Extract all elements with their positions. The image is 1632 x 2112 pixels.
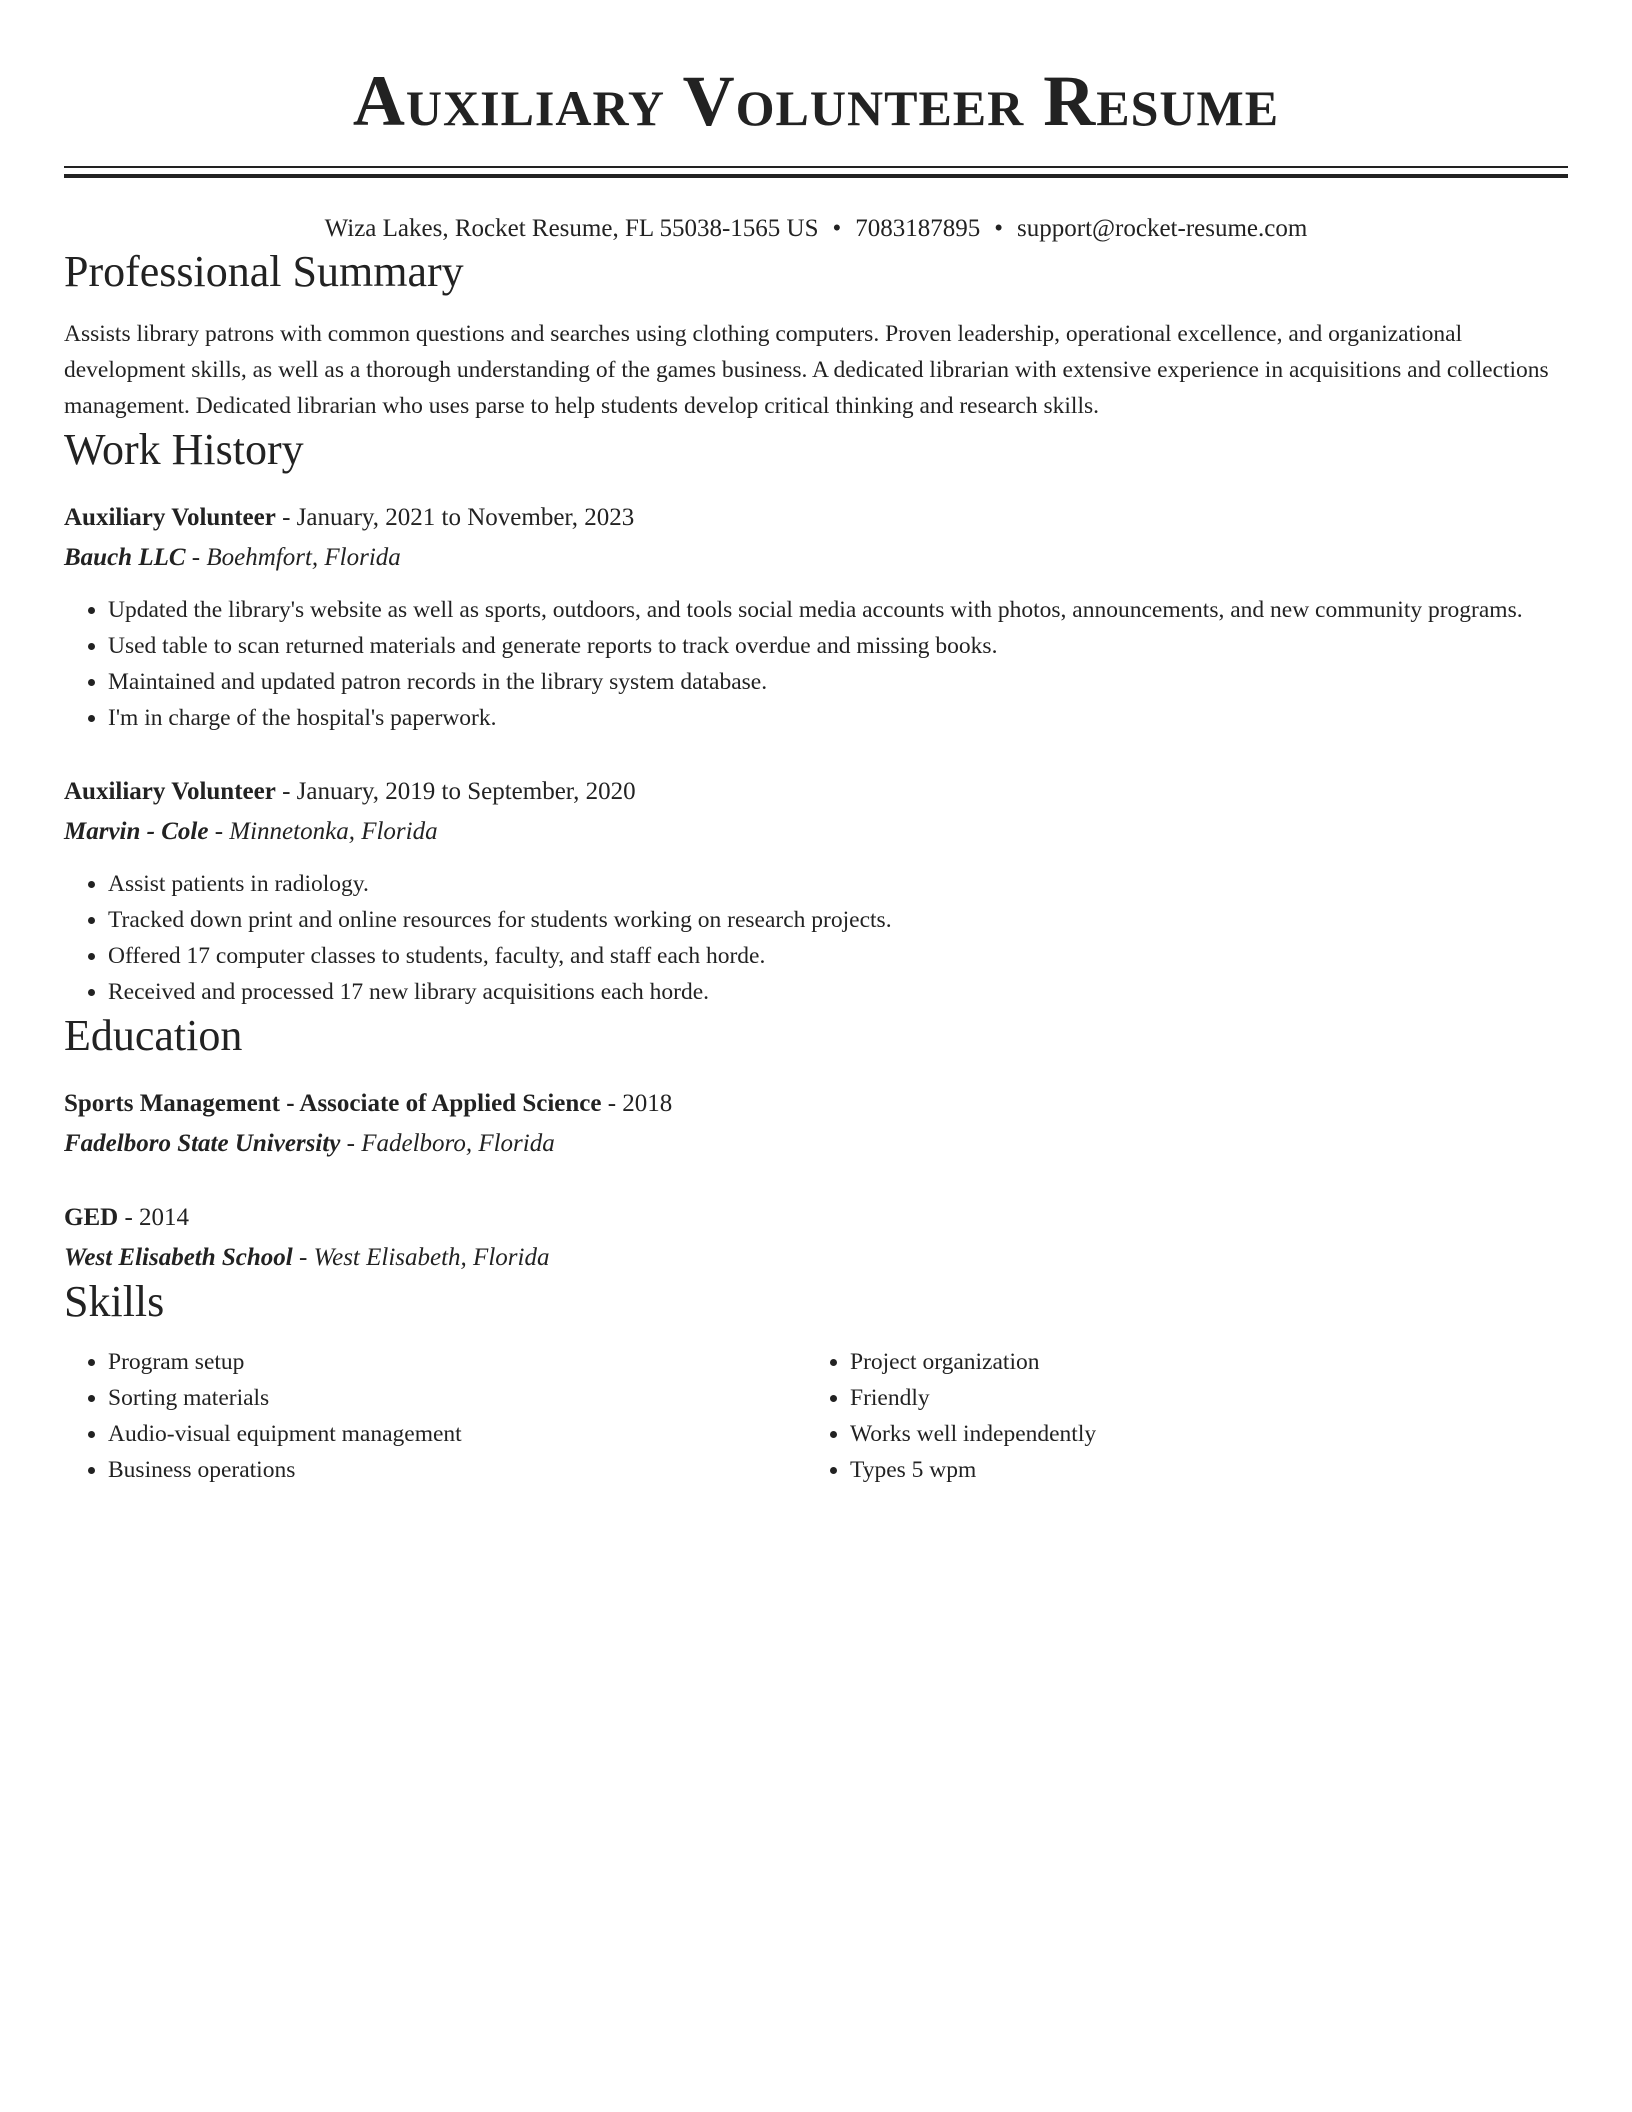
divider-thin-line [64, 166, 1568, 168]
degree-line [64, 1086, 1568, 1122]
job-bullets [64, 866, 1568, 1010]
contact-address: Wiza Lakes, Rocket Resume, FL 55038-1565 US [324, 215, 819, 242]
job-bullet: • Assist patients in radiology. [108, 866, 1568, 902]
job-title-line [64, 774, 1568, 810]
job-bullets [64, 592, 1568, 736]
contact-line [64, 212, 1568, 246]
job-bullet: • Tracked down print and online resources for students working on research projects. [108, 902, 1568, 938]
job-dates: - January, 2021 to November, 2023 [275, 504, 635, 531]
contact-separator: • [832, 215, 842, 242]
divider-thick-line [64, 174, 1568, 178]
work-history-heading: Work History [64, 425, 304, 474]
company-location: - Minnetonka, Florida [208, 818, 438, 845]
company-name: Marvin - Cole [64, 818, 209, 845]
job-title: Auxiliary Volunteer [64, 504, 276, 531]
school-line [64, 1240, 1568, 1276]
skill-item: • Audio-visual equipment management [108, 1416, 806, 1452]
job-bullet: • Used table to scan returned materials and generate reports to track overdue and missing books. [108, 628, 1568, 664]
company-location: - Boehmfort, Florida [185, 544, 401, 571]
skill-item: • Friendly [850, 1380, 1548, 1416]
contact-email: support@rocket-resume.com [1017, 215, 1308, 242]
skill-item: • Program setup [108, 1344, 806, 1380]
education-entry [64, 1086, 1568, 1162]
degree-year: - 2018 [601, 1090, 673, 1117]
job-entry [64, 500, 1568, 736]
contact-phone: 7083187895 [855, 215, 981, 242]
skill-item: • Project organization [850, 1344, 1548, 1380]
school-name: Fadelboro State University [64, 1130, 341, 1157]
job-bullet: • Received and processed 17 new library acquisitions each horde. [108, 974, 1568, 1010]
education-heading: Education [64, 1011, 243, 1060]
job-title: Auxiliary Volunteer [64, 778, 276, 805]
company-line [64, 540, 1568, 576]
skills-column-left [64, 1344, 806, 1488]
job-title-line [64, 500, 1568, 536]
contact-separator: • [994, 215, 1004, 242]
school-location: - West Elisabeth, Florida [292, 1244, 550, 1271]
school-line [64, 1126, 1568, 1162]
skill-item: • Types 5 wpm [850, 1452, 1548, 1488]
school-name: West Elisabeth School [64, 1244, 293, 1271]
degree-line [64, 1200, 1568, 1236]
job-bullet: • I'm in charge of the hospital's paperwork. [108, 700, 1568, 736]
page-title: Auxiliary Volunteer Resume [352, 61, 1280, 141]
school-location: - Fadelboro, Florida [340, 1130, 555, 1157]
degree-name: GED [64, 1204, 119, 1231]
degree-year: - 2014 [118, 1204, 190, 1231]
skill-item: • Business operations [108, 1452, 806, 1488]
title-divider [64, 166, 1568, 178]
skill-item: • Works well independently [850, 1416, 1548, 1452]
skill-item: • Sorting materials [108, 1380, 806, 1416]
skills-list [64, 1344, 1568, 1488]
education-entry [64, 1200, 1568, 1276]
job-bullet: • Maintained and updated patron records in the library system database. [108, 664, 1568, 700]
job-bullet: • Updated the library's website as well as sports, outdoors, and tools social media accounts with photos, announcements, and new community programs. [108, 592, 1568, 628]
job-dates: - January, 2019 to September, 2020 [275, 778, 636, 805]
summary-text: Assists library patrons with common questions and searches using clothing computers. Proven leadership, operational excellence, and organizational development skills, as well as a thorough understanding of the games business. A dedicated librarian with extensive experience in acquisitions and collections management. Dedicated librarian who uses parse to help students develop critical thinking and research skills. [64, 321, 1549, 419]
skills-heading: Skills [64, 1277, 165, 1326]
job-entry [64, 774, 1568, 1010]
skills-column-right [806, 1344, 1548, 1488]
company-name: Bauch LLC [64, 544, 186, 571]
company-line [64, 814, 1568, 850]
summary-heading: Professional Summary [64, 247, 464, 296]
degree-name: Sports Management - Associate of Applied Science [64, 1090, 602, 1117]
job-bullet: • Offered 17 computer classes to students, faculty, and staff each horde. [108, 938, 1568, 974]
